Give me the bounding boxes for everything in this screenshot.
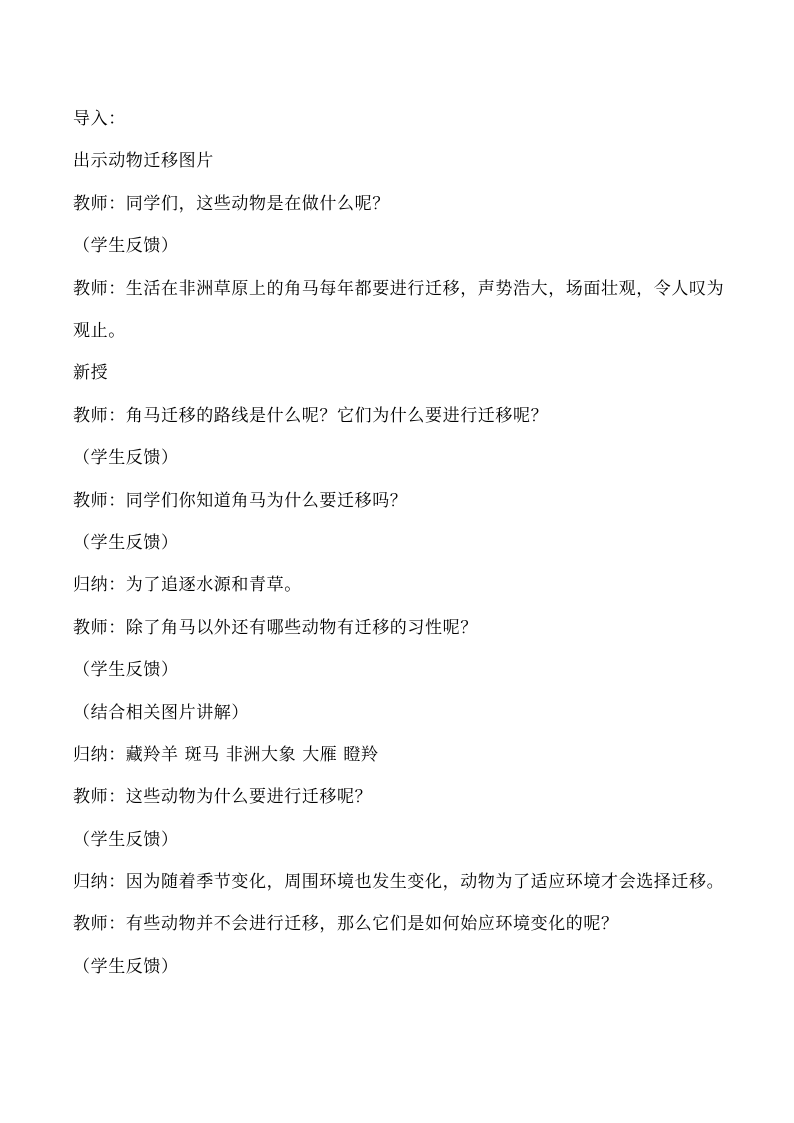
section-heading-intro: 导入： — [73, 109, 126, 129]
student-feedback: （学生反馈） — [73, 448, 179, 469]
student-feedback: （学生反馈） — [73, 829, 179, 850]
summary-line: 归纳：因为随着季节变化，周围环境也发生变化，动物为了适应环境才会选择迁移。 — [73, 872, 725, 893]
student-feedback: （学生反馈） — [73, 956, 179, 977]
teacher-line: 教师：除了角马以外还有哪些动物有迁移的习性呢？ — [73, 617, 478, 638]
student-feedback: （学生反馈） — [73, 660, 179, 681]
teacher-line: 教师：同学们，这些动物是在做什么呢？ — [73, 193, 390, 214]
instruction-note: （结合相关图片讲解） — [73, 702, 249, 723]
teacher-line: 教师：这些动物为什么要进行迁移呢？ — [73, 787, 373, 808]
teacher-line: 教师：同学们你知道角马为什么要迁移吗？ — [73, 490, 408, 511]
paragraph: 出示动物迁移图片 — [73, 151, 214, 172]
teacher-line: 教师：有些动物并不会进行迁移，那么它们是如何始应环境变化的呢？ — [73, 914, 619, 935]
summary-line: 归纳：藏羚羊 斑马 非洲大象 大雁 瞪羚 — [73, 744, 379, 765]
teacher-line: 教师：角马迁移的路线是什么呢？它们为什么要进行迁移呢？ — [73, 405, 549, 426]
document-body — [73, 98, 733, 988]
summary-line: 归纳：为了追逐水源和青草。 — [73, 575, 302, 596]
student-feedback: （学生反馈） — [73, 236, 179, 257]
student-feedback: （学生反馈） — [73, 532, 179, 553]
teacher-line: 教师：生活在非洲草原上的角马每年都要进行迁移，声势浩大，场面壮观，令人叹为观止。 — [73, 278, 725, 341]
section-heading-new: 新授 — [73, 363, 109, 384]
